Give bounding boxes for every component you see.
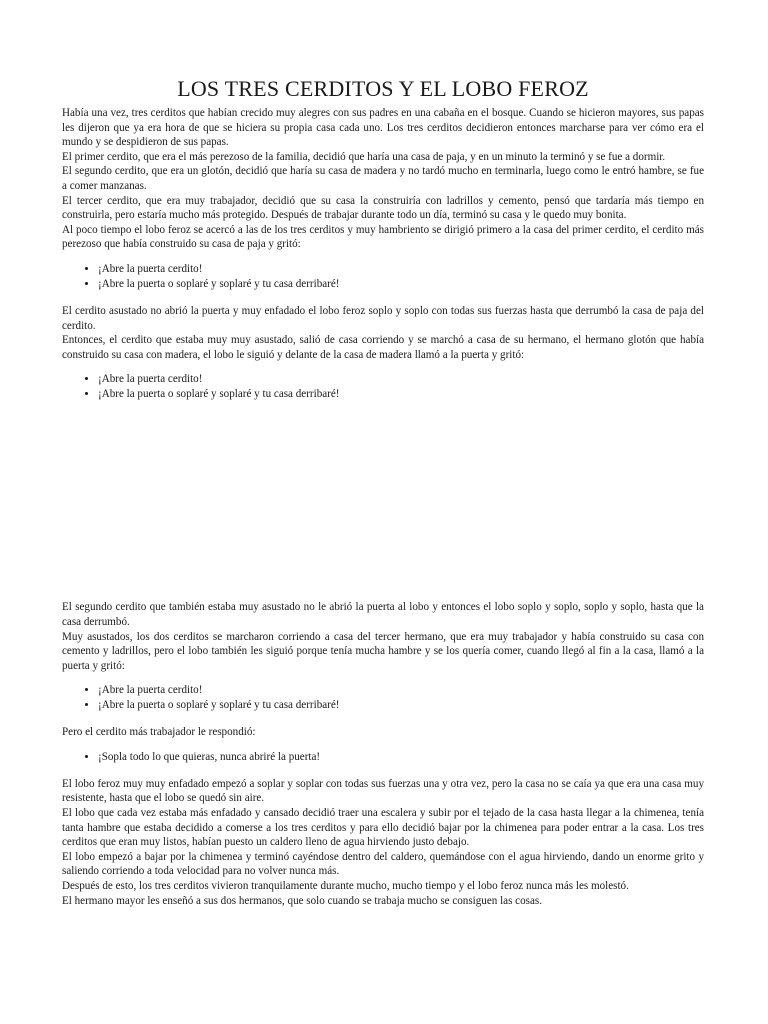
list-item: • ¡Abre la puerta cerdito! bbox=[98, 262, 704, 277]
bullet-list bbox=[62, 750, 704, 765]
document-page bbox=[62, 76, 704, 908]
paragraph: El cerdito asustado no abrió la puerta y muy enfadado el lobo feroz soplo y soplo con todas sus fuerzas hasta que derrumbó la casa de paja del cerdito. bbox=[62, 304, 704, 332]
paragraph: El lobo empezó a bajar por la chimenea y terminó cayéndose dentro del caldero, quemándose con el agua hirviendo, dando un enorme grito y saliendo corriendo a toda velocidad para no volver nunca más. bbox=[62, 850, 704, 878]
paragraph: El segundo cerdito, que era un glotón, decidió que haría su casa de madera y no tardó mucho en terminarla, luego como le entró hambre, se fue a comer manzanas. bbox=[62, 165, 704, 192]
list-item: • ¡Abre la puerta o soplaré y soplaré y tu casa derribaré! bbox=[98, 387, 704, 402]
paragraph: Había una vez, tres cerditos que habían crecido muy alegres con sus padres en una cabaña en el bosque. Cuando se hicieron mayores, sus papas les dijeron que ya era hora de que se hiciera su propia casa cada uno. Los tres cerditos decidieron entonces marcharse para ver cómo era el mundo y se despidieron de sus papas. bbox=[62, 107, 704, 149]
bullet-list bbox=[62, 262, 704, 292]
paragraph: Entonces, el cerdito que estaba muy muy asustado, salió de casa corriendo y se marchó a casa de su hermano, el hermano glotón que había construido su casa con madera, el lobo le siguió y delante de la casa de madera llamó a la puerta y gritó: bbox=[62, 334, 704, 361]
paragraph: El primer cerdito, que era el más perezoso de la familia, decidió que haría una casa de paja, y en un minuto la terminó y se fue a dormir. bbox=[62, 150, 666, 163]
list-item: • ¡Abre la puerta cerdito! bbox=[98, 372, 704, 387]
list-item: • ¡Abre la puerta o soplaré y soplaré y tu casa derribaré! bbox=[98, 277, 704, 292]
paragraph: El tercer cerdito, que era muy trabajador, decidió que su casa la construiría con ladrillos y cemento, pensó que tardaría más tiempo en construirla, pero estaría mucho más protegido. Después de trabajar durante todo un día, terminó su casa y le quedo muy bonita. bbox=[62, 194, 704, 222]
list-item: • ¡Sopla todo lo que quieras, nunca abriré la puerta! bbox=[98, 750, 704, 765]
paragraph: El lobo feroz muy muy enfadado empezó a soplar y soplar con todas sus fuerzas una y otra vez, pero la casa no se caía ya que era una casa muy resistente, hasta que el lobo se quedó sin aire. bbox=[62, 777, 704, 805]
paragraph: El lobo que cada vez estaba más enfadado y cansado decidió traer una escalera y subir por el tejado de la casa hasta llegar a la chimenea, tenía tanta hambre que estaba decidido a comerse a los tres cerditos y para ello decidió bajar por la chimenea para poder entrar a la casa. Los tres cerditos que eran muy listos, habían puesto un caldero lleno de agua hirviendo justo debajo. bbox=[62, 807, 704, 849]
paragraph: Pero el cerdito más trabajador le respondió: bbox=[62, 726, 256, 739]
bullet-list bbox=[62, 683, 704, 713]
blank-space bbox=[62, 414, 704, 600]
paragraph: Muy asustados, los dos cerditos se marcharon corriendo a casa del tercer hermano, que era muy trabajador y había construido su casa con cemento y ladrillos, pero el lobo también les siguió porque tenía mucha hambre y se los quería comer, cuando llegó al fin a la casa, llamó a la puerta y gritó: bbox=[62, 630, 704, 672]
document-title: LOS TRES CERDITOS Y EL LOBO FEROZ bbox=[177, 76, 589, 101]
paragraph: Al poco tiempo el lobo feroz se acercó a las de los tres cerditos y muy hambriento se dirigió primero a la casa del primer cerdito, el cerdito más perezoso que había construido su casa de paja y gritó: bbox=[62, 223, 704, 251]
list-item: • ¡Abre la puerta o soplaré y soplaré y tu casa derribaré! bbox=[98, 698, 704, 713]
list-item: • ¡Abre la puerta cerdito! bbox=[98, 683, 704, 698]
paragraph: Después de esto, los tres cerditos vivieron tranquilamente durante mucho, mucho tiempo y el lobo feroz nunca más les molestó. bbox=[62, 880, 629, 893]
paragraph: El segundo cerdito que también estaba muy asustado no le abrió la puerta al lobo y entonces el lobo soplo y soplo, soplo y soplo, hasta que la casa derrumbó. bbox=[62, 601, 704, 628]
bullet-list bbox=[62, 372, 704, 402]
paragraph: El hermano mayor les enseñó a sus dos hermanos, que solo cuando se trabaja mucho se consiguen las cosas. bbox=[62, 894, 542, 907]
